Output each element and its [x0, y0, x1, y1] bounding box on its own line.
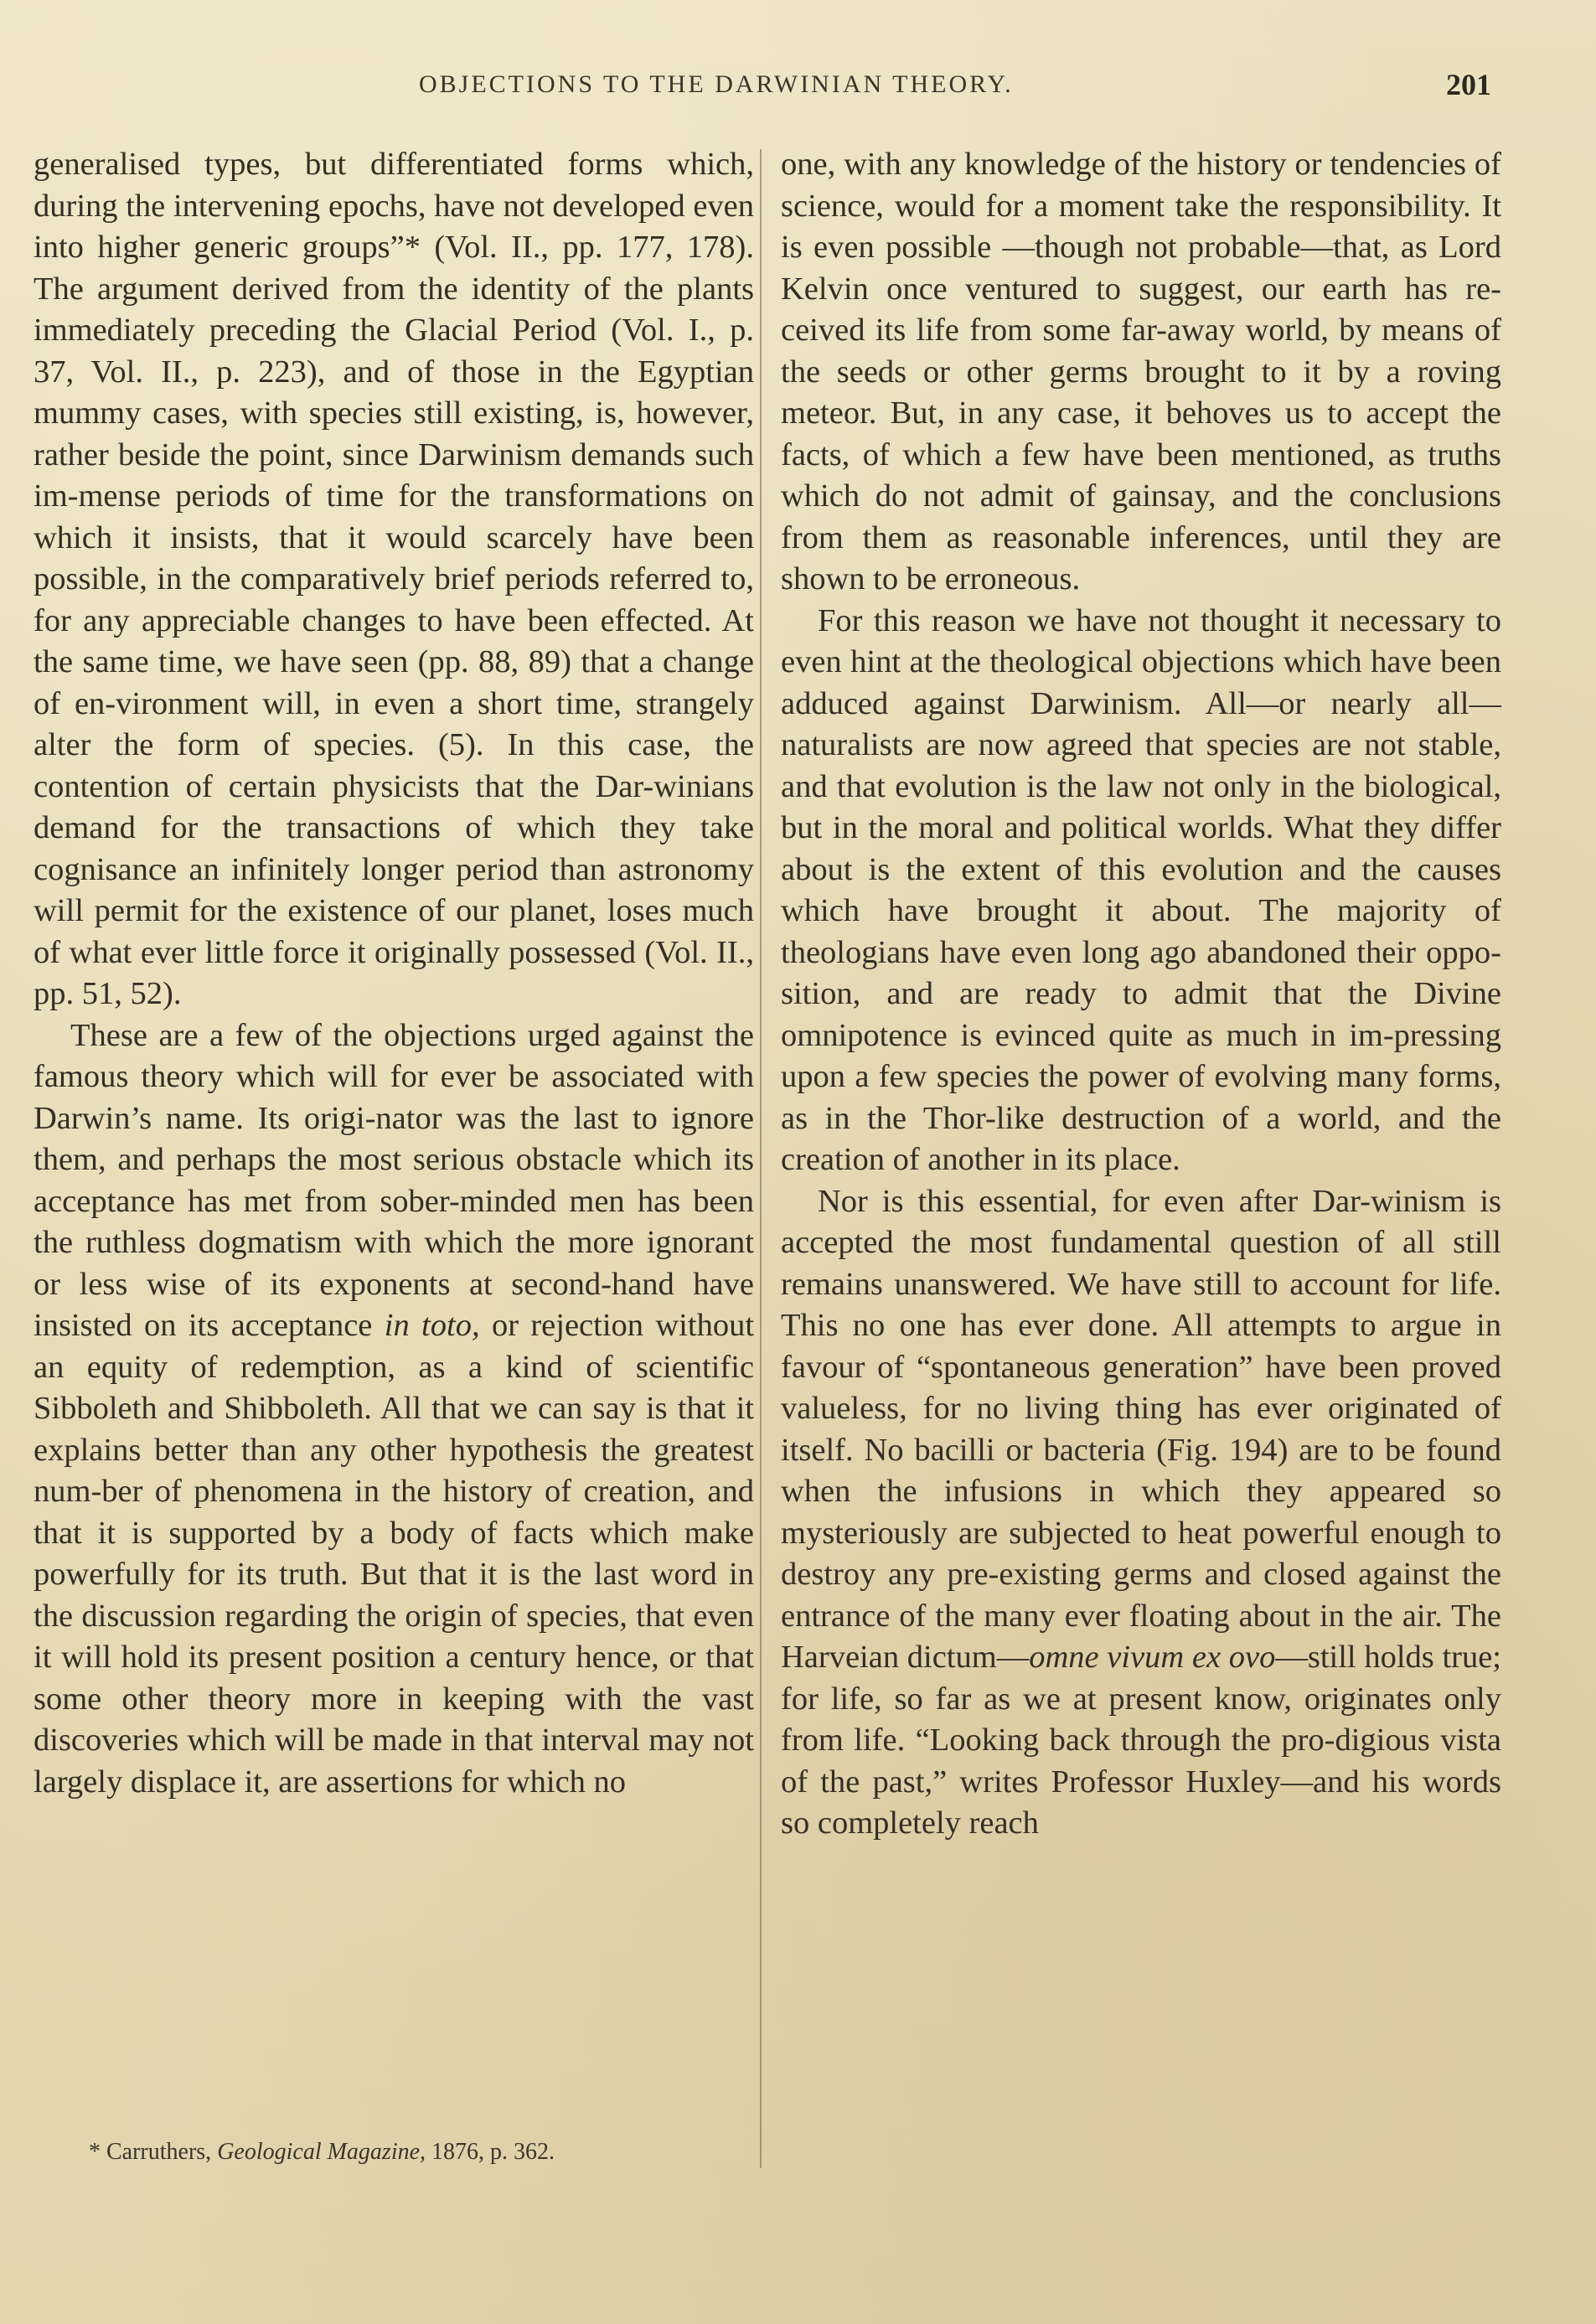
- footnote-title: Geological Magazine,: [217, 2139, 426, 2165]
- right-paragraph-3-text-b: —still holds true; for life, so far as we at present know, originates only from life. “Looking back through the pro-digious vista of the past,” writes Professor Huxley—and his words so completely reach: [781, 1640, 1501, 1841]
- footnote-suffix: 1876, p. 362.: [431, 2139, 555, 2165]
- left-paragraph-2-italic: in toto,: [384, 1308, 480, 1343]
- left-paragraph-2-text-a: These are a few of the objections urged against the famous theory which will for ever be associated with Darwin’s name. Its origi-nator was the last to ignore them, and perhaps the most serious obstacle which its acceptance has met from sober-minded men has been the ruthless dogmatism with which the more ignorant or less wise of its exponents at second-hand have insisted on its acceptance: [34, 1017, 754, 1343]
- right-paragraph-3-text-a: Nor is this essential, for even after Dar-winism is accepted the most fundamental question of all still remains unanswered. We have still to account for life. This no one has ever done. All attempts to argue in favour of “spontaneous generation” have been proved valueless, for no living thing has ever originated of itself. No bacilli or bacteria (Fig. 194) are to be found when the infusions in which they appeared so mysteriously are subjected to heat powerful enough to destroy any pre-existing germs and closed against the entrance of the many ever floating about in the air. The Harveian dictum—: [781, 1183, 1501, 1675]
- left-paragraph-2: [34, 1015, 754, 1804]
- left-column: [34, 144, 754, 1803]
- right-paragraph-2: For this reason we have not thought it necessary to even hint at the theological objections which have been adduced against Darwinism. All—or nearly all—naturalists are now agreed that species are not stable, and that evolution is the law not only in the biological, but in the moral and political worlds. What they differ about is the extent of this evolution and the causes which have brought it about. The majority of theologians have even long ago abandoned their oppo-sition, and are ready to admit that the Divine omnipotence is evinced quite as much in im-pressing upon a few species the power of evolving many forms, as in the Thor-like destruction of a world, and the creation of another in its place.: [781, 602, 1501, 1177]
- right-paragraph-3-italic: omne vivum ex ovo: [1029, 1640, 1276, 1675]
- page-header: [419, 70, 1491, 112]
- right-column: [781, 144, 1501, 1845]
- footnote: [34, 2138, 754, 2166]
- column-divider: [760, 149, 762, 2168]
- left-paragraph-1: generalised types, but differentiated forms which, during the intervening epochs, have not developed even into higher generic groups”* (Vol. II., pp. 177, 178). The argument derived from the identity of the plants immediately preceding the Glacial Period (Vol. I., p. 37, Vol. II., p. 223), and of those in the Egyptian mummy cases, with species still existing, is, however, rather beside the point, since Darwinism demands such im-mense periods of time for the transformations on which it insists, that it would scarcely have been possible, in the comparatively brief periods referred to, for any appreciable changes to have been effected. At the same time, we have seen (pp. 88, 89) that a change of en-vironment will, in even a short time, strangely alter the form of species. (5). In this case, the contention of certain physicists that the Dar-winians demand for the transactions of which they take cognisance an infinitely longer period than astronomy will permit for the existence of our planet, loses much of what ever little force it originally possessed (Vol. II., pp. 51, 52).: [34, 147, 754, 1011]
- running-title: OBJECTIONS TO THE DARWINIAN THEORY.: [419, 70, 1014, 98]
- right-paragraph-1: one, with any knowledge of the history or tendencies of science, would for a moment take the responsibility. It is even possible —though not probable—that, as Lord Kelvin once ventured to suggest, our earth has re-ceived its life from some far-away world, by means of the seeds or other germs brought to it by a roving meteor. But, in any case, it behoves us to accept the facts, of which a few have been mentioned, as truths which do not admit of gainsay, and the conclusions from them as reasonable inferences, until they are shown to be erroneous.: [781, 147, 1501, 596]
- page-number: 201: [1446, 68, 1491, 101]
- left-paragraph-2-text-b: or rejection without an equity of redemption, as a kind of scientific Sibboleth and Shibboleth. All that we can say is that it explains better than any other hypothesis the greatest num-ber of phenomena in the history of creation, and that it is supported by a body of facts which make powerfully for its truth. But that it is the last word in the discussion regarding the origin of species, that even it will hold its present position a century hence, or that some other theory more in keeping with the vast discoveries which will be made in that interval may not largely displace it, are assertions for which no: [34, 1308, 755, 1800]
- footnote-prefix: * Carruthers,: [89, 2139, 212, 2165]
- right-paragraph-3: [781, 1181, 1501, 1845]
